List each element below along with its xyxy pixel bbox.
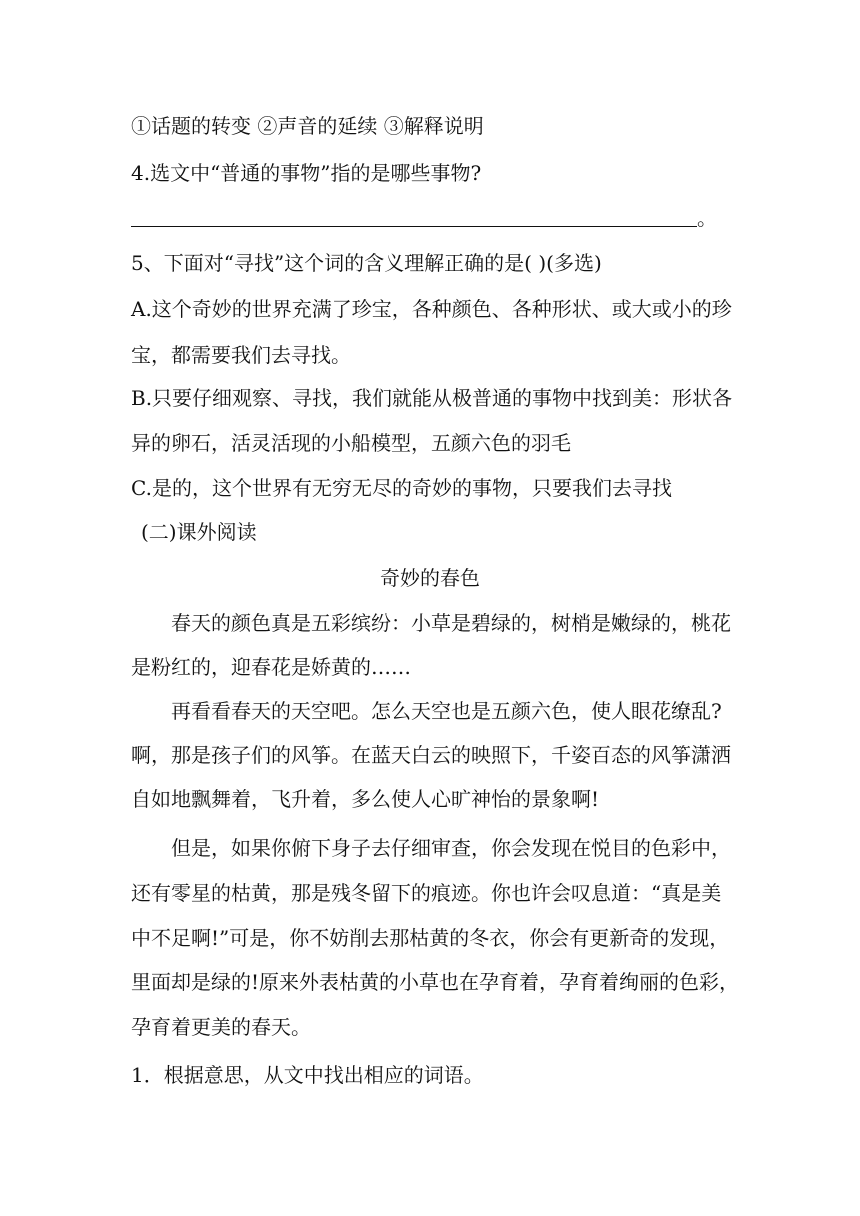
q5-option-b-line2: 异的卵石，活灵活现的小船模型，五颜六色的羽毛 [131,431,571,455]
q5-question: 5、下面对“寻找”这个词的含义理解正确的是( )(多选) [131,251,602,275]
q5-option-a-line1: A.这个奇妙的世界充满了珍宝，各种颜色、各种形状、或大或小的珍 [131,297,732,321]
q1-question: 1．根据意思，从文中找出相应的词语。 [131,1063,484,1087]
paragraph-3-line2: 还有零星的枯黄，那是残冬留下的痕迹。你也许会叹息道：“真是美 [131,881,722,905]
q4-answer-line[interactable] [131,226,697,227]
q5-option-c-line1: C.是的，这个世界有无穷无尽的奇妙的事物，只要我们去寻找 [131,476,672,500]
paragraph-1-line1: 春天的颜色真是五彩缤纷：小草是碧绿的，树梢是嫩绿的，桃花 [171,611,731,635]
paragraph-2-line2: 啊，那是孩子们的风筝。在蓝天白云的映照下，千姿百态的风筝潇洒 [131,743,731,767]
passage-title: 奇妙的春色 [380,566,480,590]
paragraph-3-line4: 里面却是绿的!原来外表枯黄的小草也在孕育着，孕育着绚丽的色彩， [131,970,740,994]
section-heading: (二)课外阅读 [141,520,257,544]
paragraph-3-line1: 但是，如果你俯下身子去仔细审查，你会发现在悦目的色彩中， [171,836,731,860]
paragraph-2-line1: 再看看春天的天空吧。怎么天空也是五颜六色，使人眼花缭乱? [171,699,722,723]
q4-period: 。 [697,206,717,230]
paragraph-2-line3: 自如地飘舞着，飞升着，多么使人心旷神怡的景象啊! [131,787,600,811]
paragraph-1-line2: 是粉红的，迎春花是娇黄的…… [131,655,411,679]
q3-options: ①话题的转变 ②声音的延续 ③解释说明 [131,114,484,138]
q5-option-a-line2: 宝，都需要我们去寻找。 [131,343,351,367]
q5-option-b-line1: B.只要仔细观察、寻找，我们就能从极普通的事物中找到美：形状各 [131,386,733,410]
q4-question: 4.选文中“普通的事物”指的是哪些事物? [131,161,482,185]
paragraph-3-line5: 孕育着更美的春天。 [131,1015,311,1039]
paragraph-3-line3: 中不足啊!”可是，你不妨削去那枯黄的冬衣，你会有更新奇的发现， [131,926,730,950]
